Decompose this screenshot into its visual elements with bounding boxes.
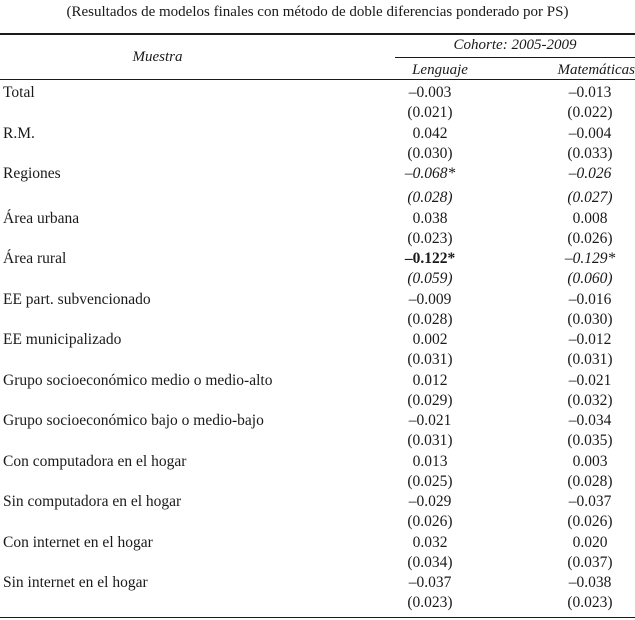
matematicas-coef: –0.037 — [568, 493, 612, 510]
table-row — [0, 370, 635, 411]
header-matematicas: Matemáticas — [557, 62, 635, 78]
row-label: Sin internet en el hogar — [3, 574, 148, 591]
table-row — [0, 572, 635, 613]
row-label: Con computadora en el hogar — [3, 452, 187, 470]
matematicas-coef: –0.026 — [568, 165, 612, 182]
matematicas-coef: –0.129* — [564, 250, 616, 267]
matematicas-coef: –0.013 — [568, 84, 612, 101]
lenguaje-coef: 0.032 — [412, 533, 448, 551]
matematicas-coef: 0.003 — [572, 452, 608, 470]
lenguaje-se: (0.023) — [407, 594, 453, 611]
lenguaje-se: (0.028) — [407, 189, 453, 206]
row-label: Grupo socioeconómico medio o medio-alto — [3, 371, 273, 389]
table-row — [0, 82, 635, 123]
table-body — [0, 82, 635, 613]
header-rule — [0, 79, 635, 80]
row-label: Regiones — [3, 165, 61, 182]
matematicas-se: (0.032) — [567, 391, 613, 409]
lenguaje-coef: –0.003 — [408, 84, 452, 101]
lenguaje-coef: –0.029 — [408, 493, 452, 510]
matematicas-coef: –0.012 — [568, 331, 612, 348]
row-label: EE municipalizado — [3, 331, 122, 348]
lenguaje-se: (0.059) — [407, 270, 453, 287]
matematicas-coef: –0.038 — [568, 574, 612, 591]
matematicas-se: (0.031) — [567, 351, 613, 368]
matematicas-coef: 0.020 — [572, 533, 608, 551]
header-muestra: Muestra — [132, 49, 183, 65]
table-row — [0, 289, 635, 330]
lenguaje-coef: –0.021 — [408, 412, 452, 429]
row-label: Área rural — [3, 250, 67, 267]
lenguaje-se: (0.023) — [407, 229, 453, 247]
table-row — [0, 532, 635, 573]
matematicas-se: (0.030) — [567, 310, 613, 328]
row-label: Grupo socioeconómico bajo o medio-bajo — [3, 412, 264, 429]
matematicas-se: (0.023) — [567, 594, 613, 611]
row-label: Con internet en el hogar — [3, 533, 153, 551]
lenguaje-se: (0.021) — [407, 104, 453, 121]
matematicas-se: (0.028) — [567, 472, 613, 490]
table-row — [0, 329, 635, 370]
matematicas-coef: –0.004 — [568, 124, 612, 142]
row-label: R.M. — [3, 124, 35, 142]
row-label: Área urbana — [3, 209, 80, 227]
table-row — [0, 248, 635, 289]
row-label: EE part. subvencionado — [3, 290, 151, 308]
cohorte-rule — [395, 57, 635, 58]
matematicas-se: (0.026) — [567, 229, 613, 247]
matematicas-se: (0.037) — [567, 553, 613, 571]
lenguaje-se: (0.029) — [407, 391, 453, 409]
row-label: Sin computadora en el hogar — [3, 493, 182, 510]
lenguaje-coef: –0.037 — [408, 574, 452, 591]
table-row — [0, 451, 635, 492]
lenguaje-coef: 0.012 — [412, 371, 448, 389]
lenguaje-se: (0.025) — [407, 472, 453, 490]
lenguaje-coef: –0.068* — [404, 165, 456, 182]
lenguaje-coef: –0.009 — [408, 290, 452, 308]
matematicas-se: (0.027) — [567, 189, 613, 206]
table-row — [0, 208, 635, 249]
lenguaje-se: (0.034) — [407, 553, 453, 571]
matematicas-coef: 0.008 — [572, 209, 608, 227]
bottom-rule — [0, 617, 635, 618]
matematicas-se: (0.035) — [567, 432, 613, 449]
lenguaje-se: (0.030) — [407, 144, 453, 162]
lenguaje-se: (0.026) — [407, 513, 453, 530]
matematicas-se: (0.060) — [567, 270, 613, 287]
lenguaje-coef: 0.038 — [412, 209, 448, 227]
matematicas-coef: –0.021 — [568, 371, 612, 389]
matematicas-se: (0.033) — [567, 144, 613, 162]
table-row — [0, 163, 635, 208]
matematicas-coef: –0.034 — [568, 412, 612, 429]
matematicas-se: (0.022) — [567, 104, 613, 121]
table-row — [0, 410, 635, 451]
header-cohorte: Cohorte: 2005-2009 — [453, 37, 577, 53]
header-lenguaje: Lenguaje — [412, 62, 468, 78]
lenguaje-se: (0.031) — [407, 351, 453, 368]
lenguaje-coef: 0.013 — [412, 452, 448, 470]
table-caption: (Resultados de modelos finales con método de doble diferencias ponderado por PS) — [66, 4, 569, 20]
row-label: Total — [3, 84, 35, 101]
matematicas-se: (0.026) — [567, 513, 613, 530]
lenguaje-se: (0.028) — [407, 310, 453, 328]
lenguaje-coef: 0.042 — [412, 124, 448, 142]
lenguaje-se: (0.031) — [407, 432, 453, 449]
table-row — [0, 491, 635, 532]
lenguaje-coef: 0.002 — [412, 331, 448, 348]
matematicas-coef: –0.016 — [568, 290, 612, 308]
lenguaje-coef: –0.122* — [404, 250, 456, 267]
table-row — [0, 123, 635, 164]
